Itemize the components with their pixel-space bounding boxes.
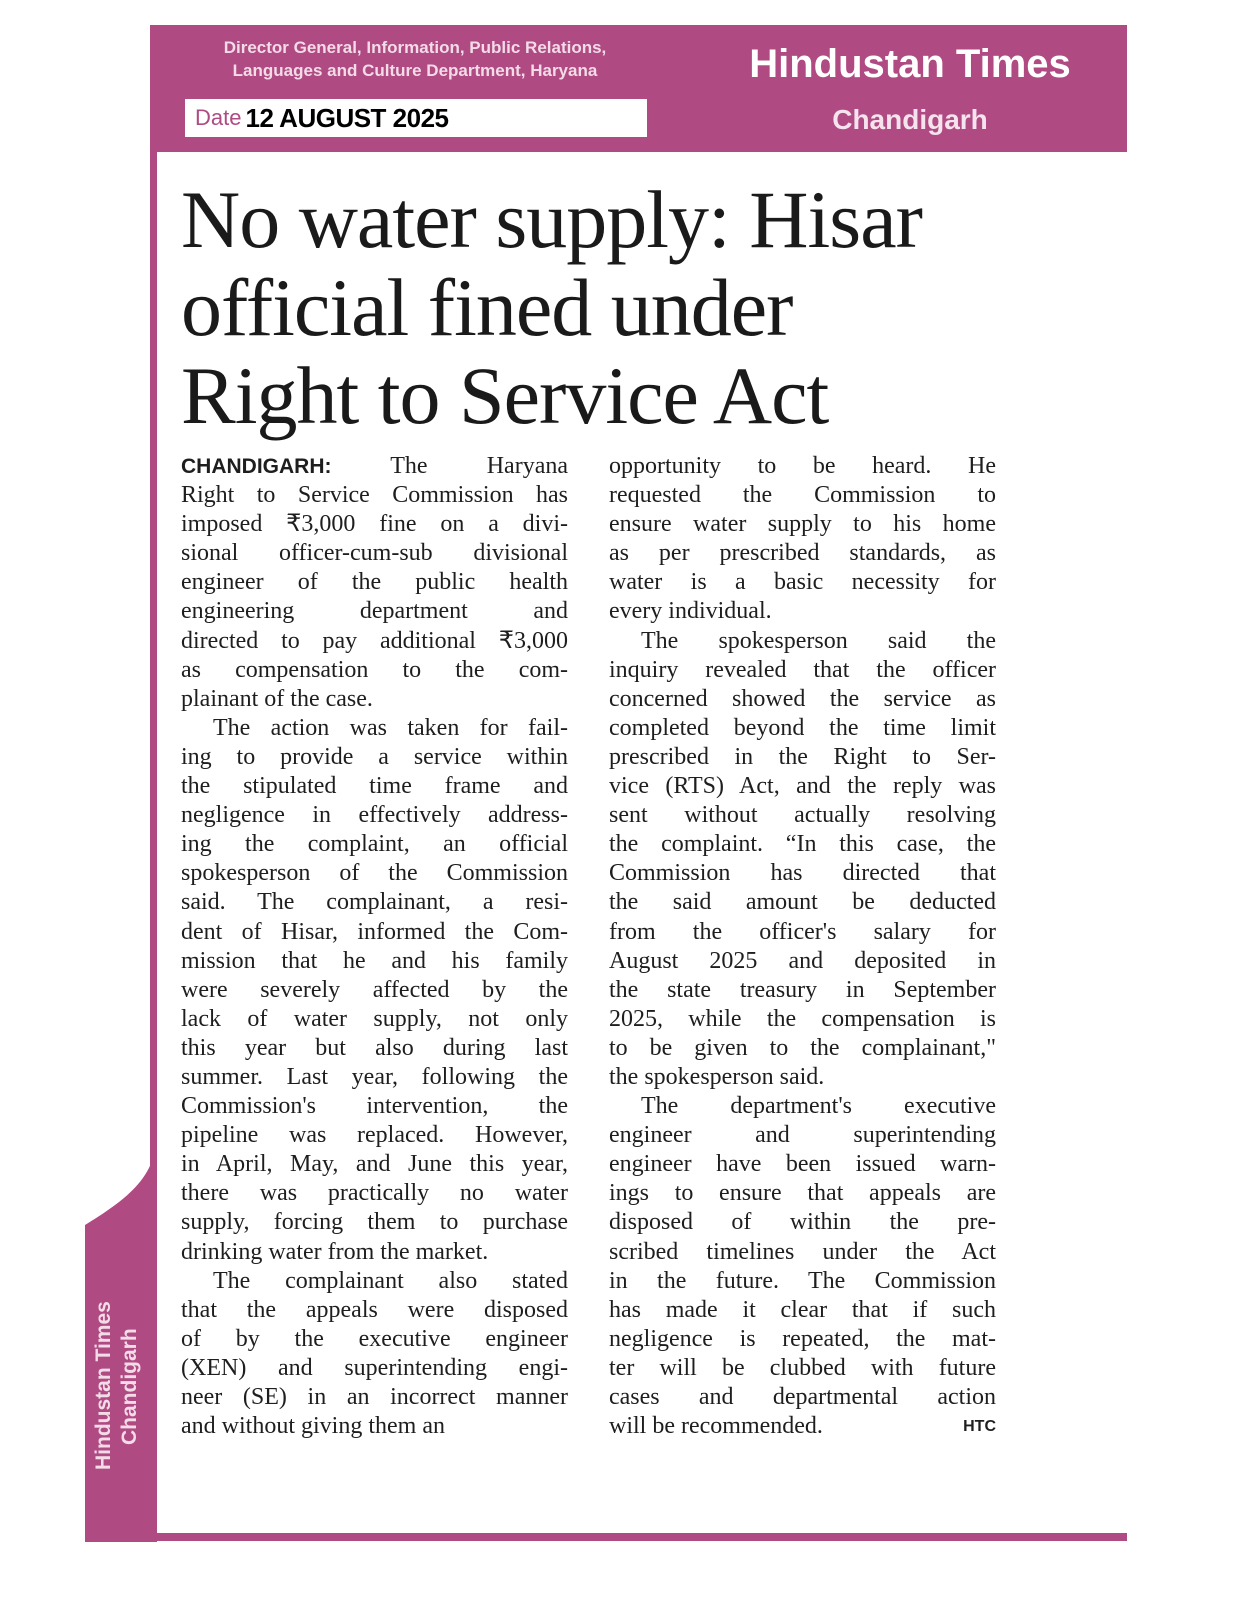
line-text: The Haryana bbox=[390, 453, 568, 479]
article-line bbox=[609, 481, 996, 510]
article-line bbox=[609, 976, 996, 1005]
article-line bbox=[181, 830, 568, 859]
article-line bbox=[181, 1325, 568, 1354]
line-text: the state treasury in September bbox=[609, 976, 996, 1003]
article-line bbox=[181, 859, 568, 888]
article-line bbox=[609, 656, 996, 685]
article-line bbox=[609, 743, 996, 772]
article-line bbox=[181, 627, 568, 656]
article-line bbox=[181, 918, 568, 947]
department-name bbox=[170, 36, 660, 82]
line-text: requested the Commission to bbox=[609, 482, 996, 509]
line-text: every individual. bbox=[609, 598, 772, 625]
article-line bbox=[609, 714, 996, 743]
line-text: cases and departmental action bbox=[609, 1384, 996, 1410]
article-line bbox=[609, 1208, 996, 1237]
line-text: mission that he and his family bbox=[181, 947, 568, 974]
line-text: ing the complaint, an official bbox=[181, 831, 568, 858]
date-label: Date bbox=[195, 105, 242, 130]
article-line bbox=[609, 685, 996, 714]
article-line bbox=[609, 452, 996, 481]
article-line bbox=[609, 1296, 996, 1325]
article-line bbox=[609, 1383, 996, 1412]
line-text: opportunity to be heard. He bbox=[609, 453, 996, 479]
dateline: CHANDIGARH: bbox=[181, 455, 332, 478]
article-line bbox=[181, 743, 568, 772]
line-text: the stipulated time frame and bbox=[181, 773, 568, 800]
line-text: said. The complainant, a resi- bbox=[181, 889, 568, 916]
article-line bbox=[609, 597, 996, 626]
department-line: Languages and Culture Department, Haryana bbox=[232, 61, 598, 80]
date-box bbox=[185, 99, 647, 137]
line-text: disposed of within the pre- bbox=[609, 1209, 996, 1236]
article-line bbox=[181, 1208, 568, 1237]
line-text: prescribed in the Right to Ser- bbox=[609, 743, 996, 770]
line-text: drinking water from the market. bbox=[181, 1238, 489, 1265]
line-text: engineer of the public health bbox=[181, 569, 568, 596]
line-text: engineer and superintending bbox=[609, 1122, 996, 1149]
article-line bbox=[181, 714, 568, 743]
line-text: ensure water supply to his home bbox=[609, 511, 996, 538]
line-text: engineering department and bbox=[181, 598, 568, 625]
article-column-1 bbox=[181, 452, 568, 1441]
article-line bbox=[609, 1354, 996, 1383]
line-text: and without giving them an bbox=[181, 1413, 445, 1440]
article-line bbox=[181, 1383, 568, 1412]
article-line bbox=[181, 976, 568, 1005]
line-text: directed to pay additional ₹3,000 bbox=[181, 627, 568, 654]
line-text: sent without actually resolving bbox=[609, 802, 996, 829]
article-line bbox=[609, 1121, 996, 1150]
line-text: The department's executive bbox=[641, 1093, 996, 1120]
article-line bbox=[181, 1121, 568, 1150]
article-line bbox=[181, 888, 568, 917]
article-credit: HTC bbox=[963, 1418, 996, 1436]
line-text: imposed ₹3,000 fine on a divi- bbox=[181, 511, 568, 538]
article-line bbox=[609, 1267, 996, 1296]
line-text: The spokesperson said the bbox=[641, 627, 996, 654]
article-line bbox=[609, 772, 996, 801]
department-line: Director General, Information, Public Relations, bbox=[223, 38, 607, 57]
date-value: 12 AUGUST 2025 bbox=[245, 102, 449, 133]
line-text: dent of Hisar, informed the Com- bbox=[181, 918, 568, 945]
line-text: water is a basic necessity for bbox=[609, 569, 996, 596]
line-text: vice (RTS) Act, and the reply was bbox=[609, 773, 996, 800]
line-text: engineer have been issued warn- bbox=[609, 1151, 996, 1178]
line-text: sional officer-cum-sub divisional bbox=[181, 540, 568, 567]
article-line bbox=[181, 1092, 568, 1121]
line-text: will be recommended. bbox=[609, 1413, 823, 1440]
line-text: The action was taken for fail- bbox=[213, 714, 568, 741]
line-text: Right to Service Commission has bbox=[181, 482, 568, 509]
article-line bbox=[181, 452, 568, 481]
article-line bbox=[181, 947, 568, 976]
article-line bbox=[609, 1412, 996, 1441]
article-line bbox=[609, 1063, 996, 1092]
article-line bbox=[181, 801, 568, 830]
line-text: as compensation to the com- bbox=[181, 656, 568, 683]
article-line bbox=[609, 801, 996, 830]
edition-name: Chandigarh bbox=[832, 104, 988, 135]
article-line bbox=[609, 859, 996, 888]
line-text: the complaint. “In this case, the bbox=[609, 831, 996, 858]
line-text: to be given to the complainant," bbox=[609, 1034, 996, 1061]
line-text: ings to ensure that appeals are bbox=[609, 1180, 996, 1207]
line-text: Commission has directed that bbox=[609, 860, 996, 887]
article-line bbox=[181, 1150, 568, 1179]
line-text: as per prescribed standards, as bbox=[609, 540, 996, 567]
side-tab-newspaper: Hindustan Times bbox=[92, 1301, 115, 1470]
line-text: lack of water supply, not only bbox=[181, 1005, 568, 1032]
side-tab-text bbox=[82, 1260, 162, 1480]
line-text: spokesperson of the Commission bbox=[181, 860, 568, 887]
article-line bbox=[181, 772, 568, 801]
article-line bbox=[181, 568, 568, 597]
headline-line: official fined under bbox=[181, 262, 793, 353]
article-line bbox=[609, 539, 996, 568]
headline-line: Right to Service Act bbox=[181, 350, 829, 441]
article-line bbox=[609, 1325, 996, 1354]
line-text: ing to provide a service within bbox=[181, 743, 568, 770]
article-line bbox=[609, 510, 996, 539]
line-text: pipeline was replaced. However, bbox=[181, 1122, 568, 1149]
line-text: negligence in effectively address- bbox=[181, 802, 568, 829]
article-line bbox=[181, 656, 568, 685]
article-line bbox=[609, 1034, 996, 1063]
article-line bbox=[181, 1354, 568, 1383]
line-text: scribed timelines under the Act bbox=[609, 1238, 996, 1265]
article-line bbox=[609, 1092, 996, 1121]
article-line bbox=[609, 1179, 996, 1208]
line-text: that the appeals were disposed bbox=[181, 1296, 568, 1323]
article-line bbox=[609, 888, 996, 917]
article-line bbox=[609, 627, 996, 656]
line-text: completed beyond the time limit bbox=[609, 714, 996, 741]
article-line bbox=[609, 1238, 996, 1267]
line-text: plainant of the case. bbox=[181, 685, 373, 712]
article-line bbox=[609, 568, 996, 597]
line-text: this year but also during last bbox=[181, 1034, 568, 1061]
line-text: August 2025 and deposited in bbox=[609, 947, 996, 974]
headline-line: No water supply: Hisar bbox=[181, 174, 922, 265]
line-text: Commission's intervention, the bbox=[181, 1093, 568, 1120]
article-line bbox=[609, 1150, 996, 1179]
article-line bbox=[609, 918, 996, 947]
article-line bbox=[181, 1179, 568, 1208]
article-line bbox=[181, 1296, 568, 1325]
article-headline bbox=[181, 176, 922, 440]
line-text: summer. Last year, following the bbox=[181, 1063, 568, 1090]
article-line bbox=[181, 1412, 568, 1441]
article-line bbox=[609, 830, 996, 859]
line-text: were severely affected by the bbox=[181, 976, 568, 1003]
line-text: neer (SE) in an incorrect manner bbox=[181, 1384, 568, 1410]
line-text: ter will be clubbed with future bbox=[609, 1354, 996, 1381]
article-line bbox=[181, 481, 568, 510]
line-text: in April, May, and June this year, bbox=[181, 1151, 568, 1178]
article-line bbox=[181, 1063, 568, 1092]
article-line bbox=[181, 685, 568, 714]
line-text: The complainant also stated bbox=[213, 1267, 568, 1294]
line-text: has made it clear that if such bbox=[609, 1296, 996, 1323]
article-line bbox=[181, 1034, 568, 1063]
line-text: from the officer's salary for bbox=[609, 918, 996, 945]
line-text: 2025, while the compensation is bbox=[609, 1005, 996, 1032]
article-line bbox=[181, 539, 568, 568]
article-line bbox=[181, 1267, 568, 1296]
line-text: negligence is repeated, the mat- bbox=[609, 1325, 996, 1352]
line-text: concerned showed the service as bbox=[609, 685, 996, 712]
newspaper-name: Hindustan Times bbox=[749, 42, 1071, 86]
line-text: the spokesperson said. bbox=[609, 1063, 825, 1090]
line-text: the said amount be deducted bbox=[609, 889, 996, 916]
line-text: supply, forcing them to purchase bbox=[181, 1209, 568, 1236]
bottom-border bbox=[150, 1533, 1127, 1541]
article-line bbox=[609, 947, 996, 976]
article-line bbox=[181, 1238, 568, 1267]
line-text: in the future. The Commission bbox=[609, 1267, 996, 1294]
line-text: there was practically no water bbox=[181, 1180, 568, 1207]
line-text: of by the executive engineer bbox=[181, 1325, 568, 1352]
article-line bbox=[181, 1005, 568, 1034]
article-column-2 bbox=[609, 452, 996, 1441]
line-text: (XEN) and superintending engi- bbox=[181, 1354, 568, 1381]
article-line bbox=[181, 597, 568, 626]
article-line bbox=[181, 510, 568, 539]
article-line bbox=[609, 1005, 996, 1034]
side-tab-edition: Chandigarh bbox=[118, 1328, 141, 1445]
line-text: inquiry revealed that the officer bbox=[609, 656, 996, 683]
